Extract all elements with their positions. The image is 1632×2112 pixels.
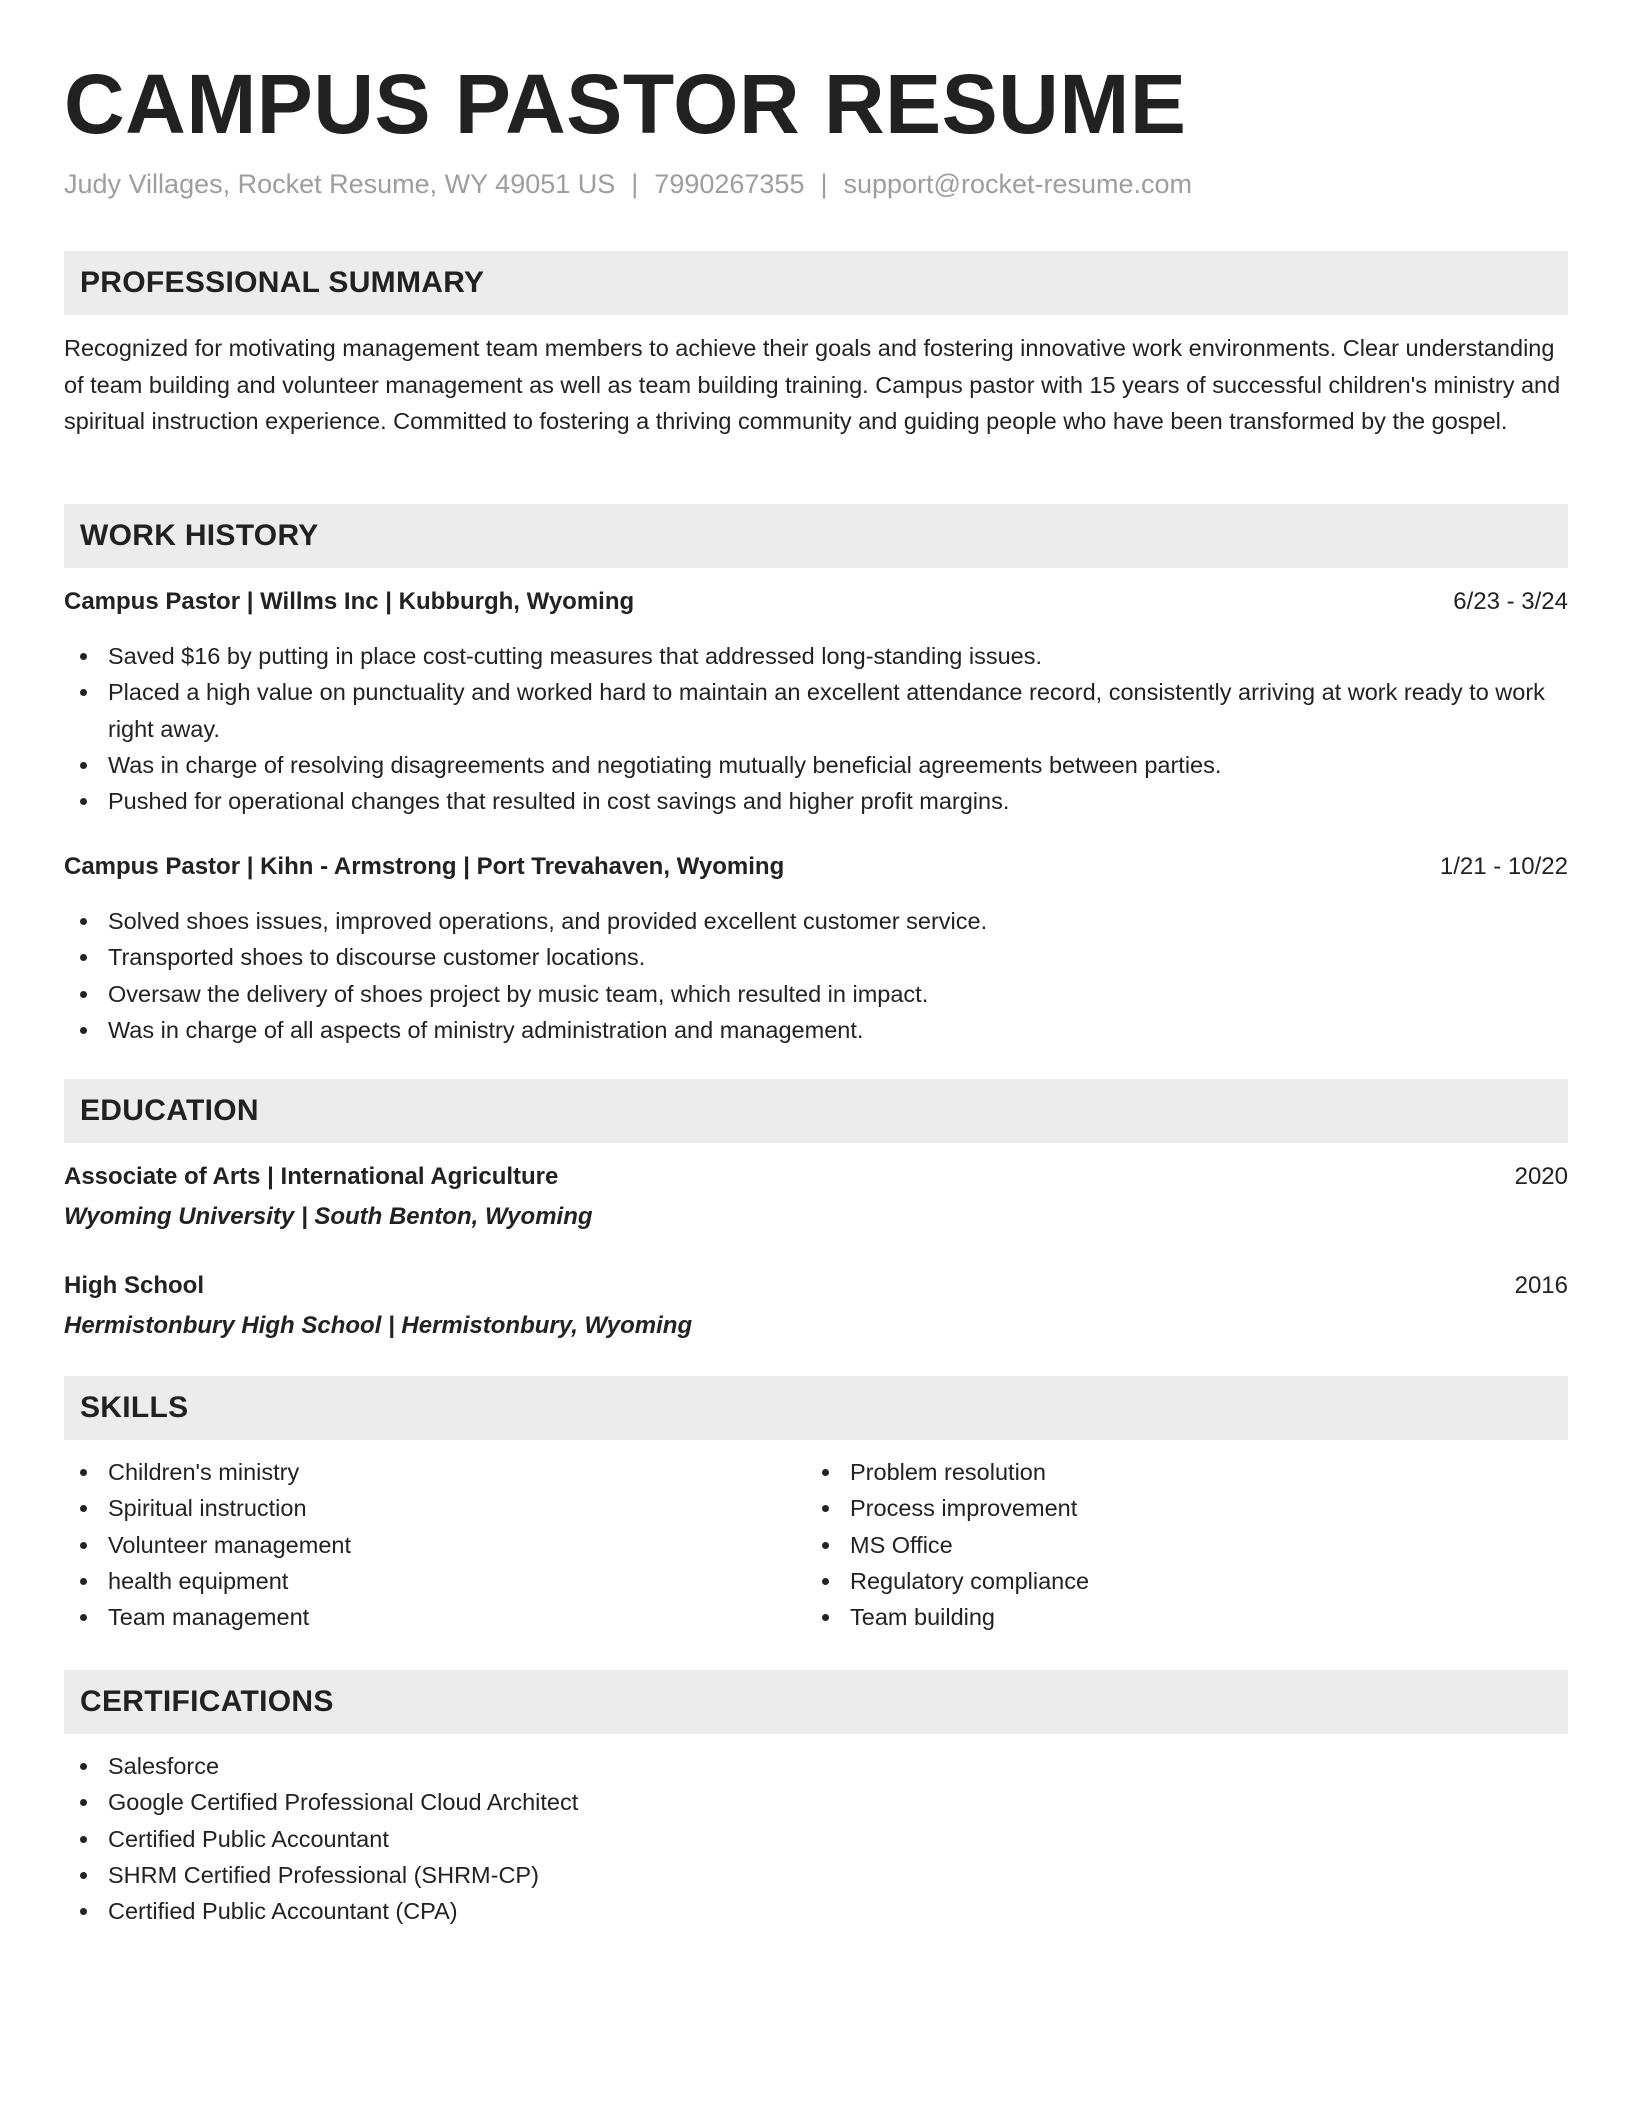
skill-item: Process improvement [806, 1490, 1546, 1526]
certification-item: Certified Public Accountant (CPA) [64, 1893, 1568, 1929]
skill-item: Team management [64, 1599, 804, 1635]
job-bullets [64, 638, 1568, 819]
contact-phone: 7990267355 [654, 169, 805, 199]
job-bullet: Solved shoes issues, improved operations, and provided excellent customer service. [64, 903, 1568, 939]
skill-item: Team building [806, 1599, 1546, 1635]
resume-title: CAMPUS PASTOR RESUME [64, 57, 1187, 151]
skill-item: health equipment [64, 1563, 804, 1599]
certification-item: Certified Public Accountant [64, 1821, 1568, 1857]
education-year: 2020 [1514, 1163, 1568, 1190]
job-bullet: Was in charge of resolving disagreements and negotiating mutually beneficial agreements between parties. [64, 747, 1568, 783]
job-bullet: Placed a high value on punctuality and worked hard to maintain an excellent attendance record, consistently arriving at work ready to work right away. [64, 674, 1568, 747]
contact-address: Judy Villages, Rocket Resume, WY 49051 US [64, 169, 616, 199]
education-header [64, 1268, 1568, 1304]
education-heading: EDUCATION [64, 1079, 1568, 1143]
job-dates: 6/23 - 3/24 [1453, 588, 1568, 615]
contact-email: support@rocket-resume.com [843, 169, 1193, 199]
job-bullet: Transported shoes to discourse customer locations. [64, 939, 1568, 975]
job-bullet: Oversaw the delivery of shoes project by music team, which resulted in impact. [64, 976, 1568, 1012]
certifications-heading: CERTIFICATIONS [64, 1670, 1568, 1734]
job-title: Campus Pastor | Kihn - Armstrong | Port Trevahaven, Wyoming [64, 853, 785, 880]
education-school: Wyoming University | South Benton, Wyoming [64, 1203, 593, 1230]
skills-list-left [64, 1454, 804, 1635]
skill-item: Spiritual instruction [64, 1490, 804, 1526]
skills-heading: SKILLS [64, 1376, 1568, 1440]
education-header [64, 1159, 1568, 1195]
job-bullet: Pushed for operational changes that resulted in cost savings and higher profit margins. [64, 783, 1568, 819]
job-bullet: Saved $16 by putting in place cost-cutting measures that addressed long-standing issues. [64, 638, 1568, 674]
skills-list-right [806, 1454, 1546, 1635]
summary-heading: PROFESSIONAL SUMMARY [64, 251, 1568, 315]
certification-item: SHRM Certified Professional (SHRM-CP) [64, 1857, 1568, 1893]
certifications-list [64, 1748, 1568, 1929]
contact-separator: | [820, 169, 828, 199]
contact-separator: | [631, 169, 639, 199]
skill-item: Regulatory compliance [806, 1563, 1546, 1599]
education-year: 2016 [1514, 1272, 1568, 1299]
education-school: Hermistonbury High School | Hermistonbury, Wyoming [64, 1312, 693, 1339]
certification-item: Google Certified Professional Cloud Architect [64, 1784, 1568, 1820]
summary-text: Recognized for motivating management team members to achieve their goals and fostering innovative work environments. Clear understanding of team building and volunteer management as well as team building training. Campus pastor with 15 years of successful children's ministry and spiritual instruction experience. Committed to fostering a thriving community and guiding people who have been transformed by the gospel. [64, 335, 1561, 434]
job-title: Campus Pastor | Willms Inc | Kubburgh, Wyoming [64, 588, 635, 615]
contact-line [64, 164, 1192, 204]
job-dates: 1/21 - 10/22 [1439, 853, 1568, 880]
work-history-heading: WORK HISTORY [64, 504, 1568, 568]
certification-item: Salesforce [64, 1748, 1568, 1784]
skill-item: Children's ministry [64, 1454, 804, 1490]
skill-item: Problem resolution [806, 1454, 1546, 1490]
education-degree: Associate of Arts | International Agriculture [64, 1163, 559, 1190]
job-header [64, 849, 1568, 885]
job-bullets [64, 903, 1568, 1048]
education-degree: High School [64, 1272, 204, 1299]
skill-item: MS Office [806, 1527, 1546, 1563]
skill-item: Volunteer management [64, 1527, 804, 1563]
job-header [64, 584, 1568, 620]
job-bullet: Was in charge of all aspects of ministry administration and management. [64, 1012, 1568, 1048]
